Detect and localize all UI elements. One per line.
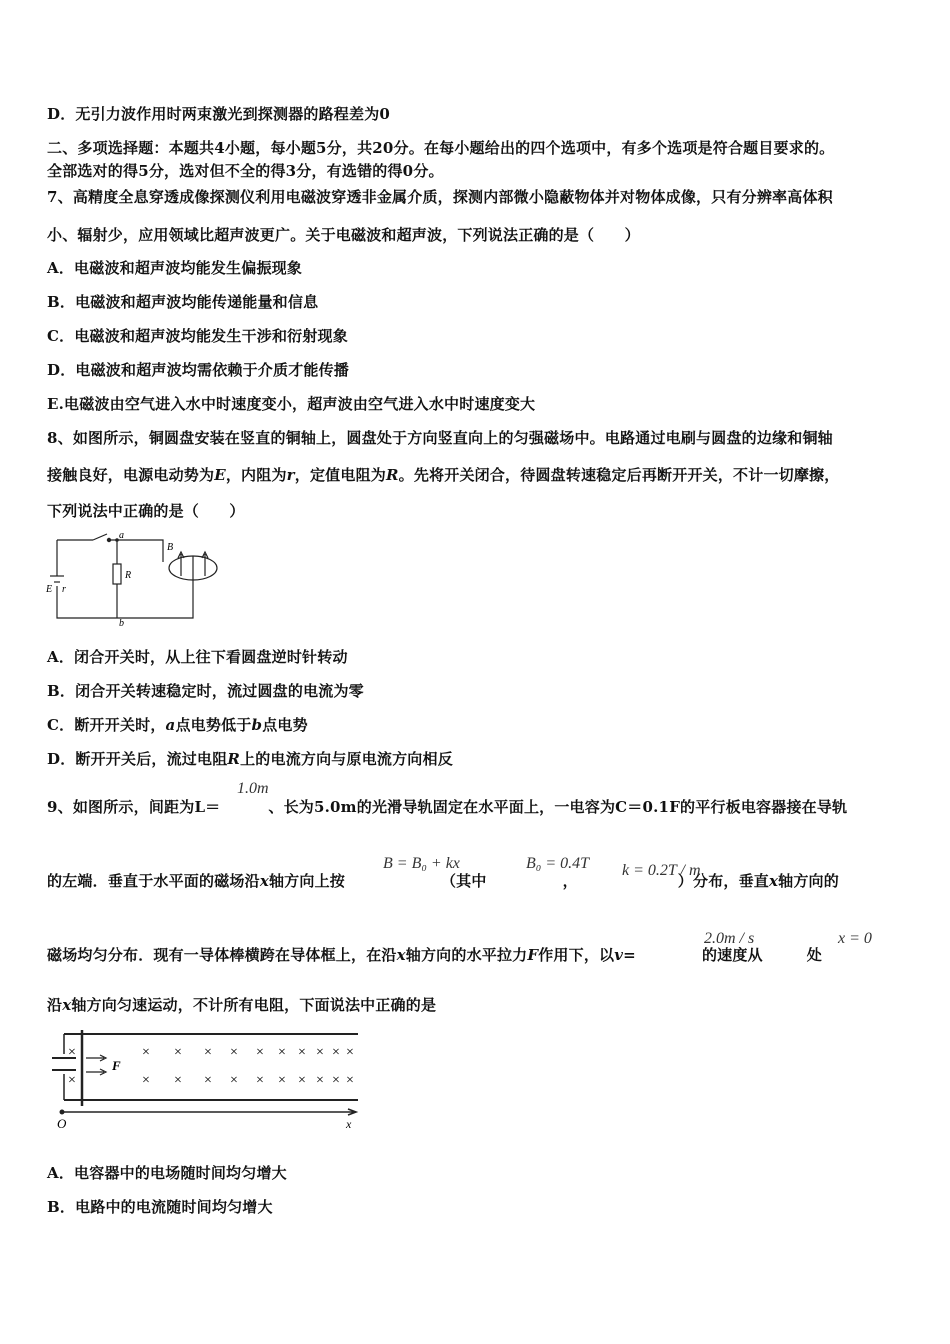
q9-rail-figure bbox=[42, 1026, 372, 1130]
q9-speed-value: 2.0m / s bbox=[704, 930, 755, 947]
b-field-arrow-left bbox=[178, 552, 184, 576]
field-cross-symbol: × bbox=[174, 1073, 182, 1088]
label-x: x bbox=[346, 1117, 352, 1130]
q7-option-e: E.电磁波由空气进入水中时速度变小，超声波由空气进入水中时速度变大 bbox=[47, 395, 536, 413]
q9-option-b: B．电路中的电流随时间均匀增大 bbox=[47, 1198, 273, 1216]
section2-heading-cont: 全部选对的得5分，选对但不全的得3分，有选错的得0分。 bbox=[47, 162, 444, 180]
q8-option-b: B．闭合开关转速稳定时，流过圆盘的电流为零 bbox=[47, 682, 364, 700]
field-cross-symbol: × bbox=[316, 1045, 324, 1060]
field-cross-symbol: × bbox=[68, 1073, 76, 1088]
field-cross-symbol: × bbox=[278, 1073, 286, 1088]
field-cross-symbol: × bbox=[256, 1073, 264, 1088]
wire-left bbox=[57, 540, 117, 618]
field-cross-symbol: × bbox=[332, 1073, 340, 1088]
resistor-R bbox=[113, 564, 121, 584]
field-cross-symbol: × bbox=[204, 1073, 212, 1088]
q7-stem-cont: 小、辐射少，应用领域比超声波更广。关于电磁波和超声波，下列说法正确的是（ ） bbox=[47, 226, 640, 244]
q6-option-d: D．无引力波作用时两束激光到探测器的路程差为0 bbox=[47, 105, 391, 123]
x-axis bbox=[60, 1109, 356, 1115]
wire-bottom-right bbox=[117, 582, 193, 618]
label-b: b bbox=[119, 618, 124, 629]
q7-stem: 7、高精度全息穿透成像探测仪利用电磁波穿透非金属介质，探测内部微小隐蔽物体并对物体成像，只有分辨率高体积 bbox=[47, 188, 833, 206]
label-B: B bbox=[167, 542, 174, 553]
origin-dot bbox=[60, 1110, 65, 1115]
field-cross-symbol: × bbox=[298, 1045, 306, 1060]
field-cross-symbol: × bbox=[204, 1045, 212, 1060]
label-O: O bbox=[57, 1116, 67, 1130]
q8-circuit-figure bbox=[45, 530, 225, 630]
q8-option-c: C．断开开关时，a点电势低于b点电势 bbox=[47, 716, 308, 734]
q9-length-value: 1.0m bbox=[237, 780, 269, 797]
field-cross-symbol: × bbox=[142, 1045, 150, 1060]
field-cross-symbol: × bbox=[174, 1045, 182, 1060]
field-cross-symbol: × bbox=[316, 1073, 324, 1088]
label-F: F bbox=[112, 1058, 121, 1073]
field-cross-symbol: × bbox=[142, 1073, 150, 1088]
field-cross-symbol: × bbox=[230, 1073, 238, 1088]
q7-option-b: B．电磁波和超声波均能传递能量和信息 bbox=[47, 293, 319, 311]
field-cross-symbol: × bbox=[332, 1045, 340, 1060]
q8-stem: 8、如图所示，铜圆盘安装在竖直的铜轴上，圆盘处于方向竖直向上的匀强磁场中。电路通过电刷与圆盘的边缘和铜轴 bbox=[47, 429, 833, 447]
q9-stem: 9、如图所示，间距为L＝ 、长为5.0m的光滑导轨固定在水平面上，一电容为C＝0.1F的平行板电容器接在导轨 bbox=[47, 798, 848, 816]
label-R: R bbox=[125, 570, 132, 581]
q8-option-a: A．闭合开关时，从上往下看圆盘逆时针转动 bbox=[47, 648, 348, 666]
field-cross-symbol: × bbox=[68, 1045, 76, 1060]
force-arrow-2 bbox=[86, 1069, 106, 1075]
wire-top-right bbox=[111, 540, 163, 562]
q8-stem-end: 下列说法中正确的是（ ） bbox=[47, 502, 245, 520]
q8-option-d: D．断开开关后，流过电阻R上的电流方向与原电流方向相反 bbox=[47, 750, 453, 768]
q9-x0-value: x = 0 bbox=[838, 930, 872, 947]
q8-stem-cont: 接触良好，电源电动势为E，内阻为r，定值电阻为R。先将开关闭合，待圆盘转速稳定后再断开开关，不计一切摩擦， bbox=[47, 466, 840, 484]
q7-option-d: D．电磁波和超声波均需依赖于介质才能传播 bbox=[47, 361, 350, 379]
label-E: E bbox=[46, 584, 53, 595]
field-cross-symbol: × bbox=[278, 1045, 286, 1060]
field-cross-symbol: × bbox=[298, 1073, 306, 1088]
switch-blade bbox=[93, 534, 107, 540]
magnetic-field-crosses bbox=[68, 1045, 354, 1088]
switch-contact bbox=[107, 538, 110, 541]
force-arrow-1 bbox=[86, 1055, 106, 1061]
b-field-arrow-right bbox=[202, 552, 208, 576]
q9-b0-value: B₀ = 0.4T bbox=[526, 855, 590, 872]
q9-stem-end: 沿x轴方向匀速运动，不计所有电阻，下面说法中正确的是 bbox=[47, 996, 437, 1014]
field-cross-symbol: × bbox=[346, 1073, 354, 1088]
label-r: r bbox=[62, 584, 66, 595]
q9-field-equation: B = B₀ + kx bbox=[383, 855, 460, 872]
q9-k-value: k = 0.2T / m bbox=[622, 862, 701, 879]
q7-option-c: C．电磁波和超声波均能发生干涉和衍射现象 bbox=[47, 327, 348, 345]
section2-heading: 二、多项选择题：本题共4小题，每小题5分，共20分。在每小题给出的四个选项中，有多个选项是符合题目要求的。 bbox=[47, 139, 835, 157]
field-cross-symbol: × bbox=[346, 1045, 354, 1060]
label-a: a bbox=[119, 530, 124, 541]
q9-stem-cont2: 磁场均匀分布．现有一导体棒横跨在导体框上，在沿x轴方向的水平拉力F作用下，以v= 的速度从 处 bbox=[47, 946, 822, 964]
q7-option-a: A．电磁波和超声波均能发生偏振现象 bbox=[47, 259, 303, 277]
field-cross-symbol: × bbox=[230, 1045, 238, 1060]
q9-stem-cont: 的左端．垂直于水平面的磁场沿x轴方向上按 （其中 ， ）分布，垂直x轴方向的 bbox=[47, 872, 839, 890]
q9-option-a: A．电容器中的电场随时间均匀增大 bbox=[47, 1164, 287, 1182]
field-cross-symbol: × bbox=[256, 1045, 264, 1060]
